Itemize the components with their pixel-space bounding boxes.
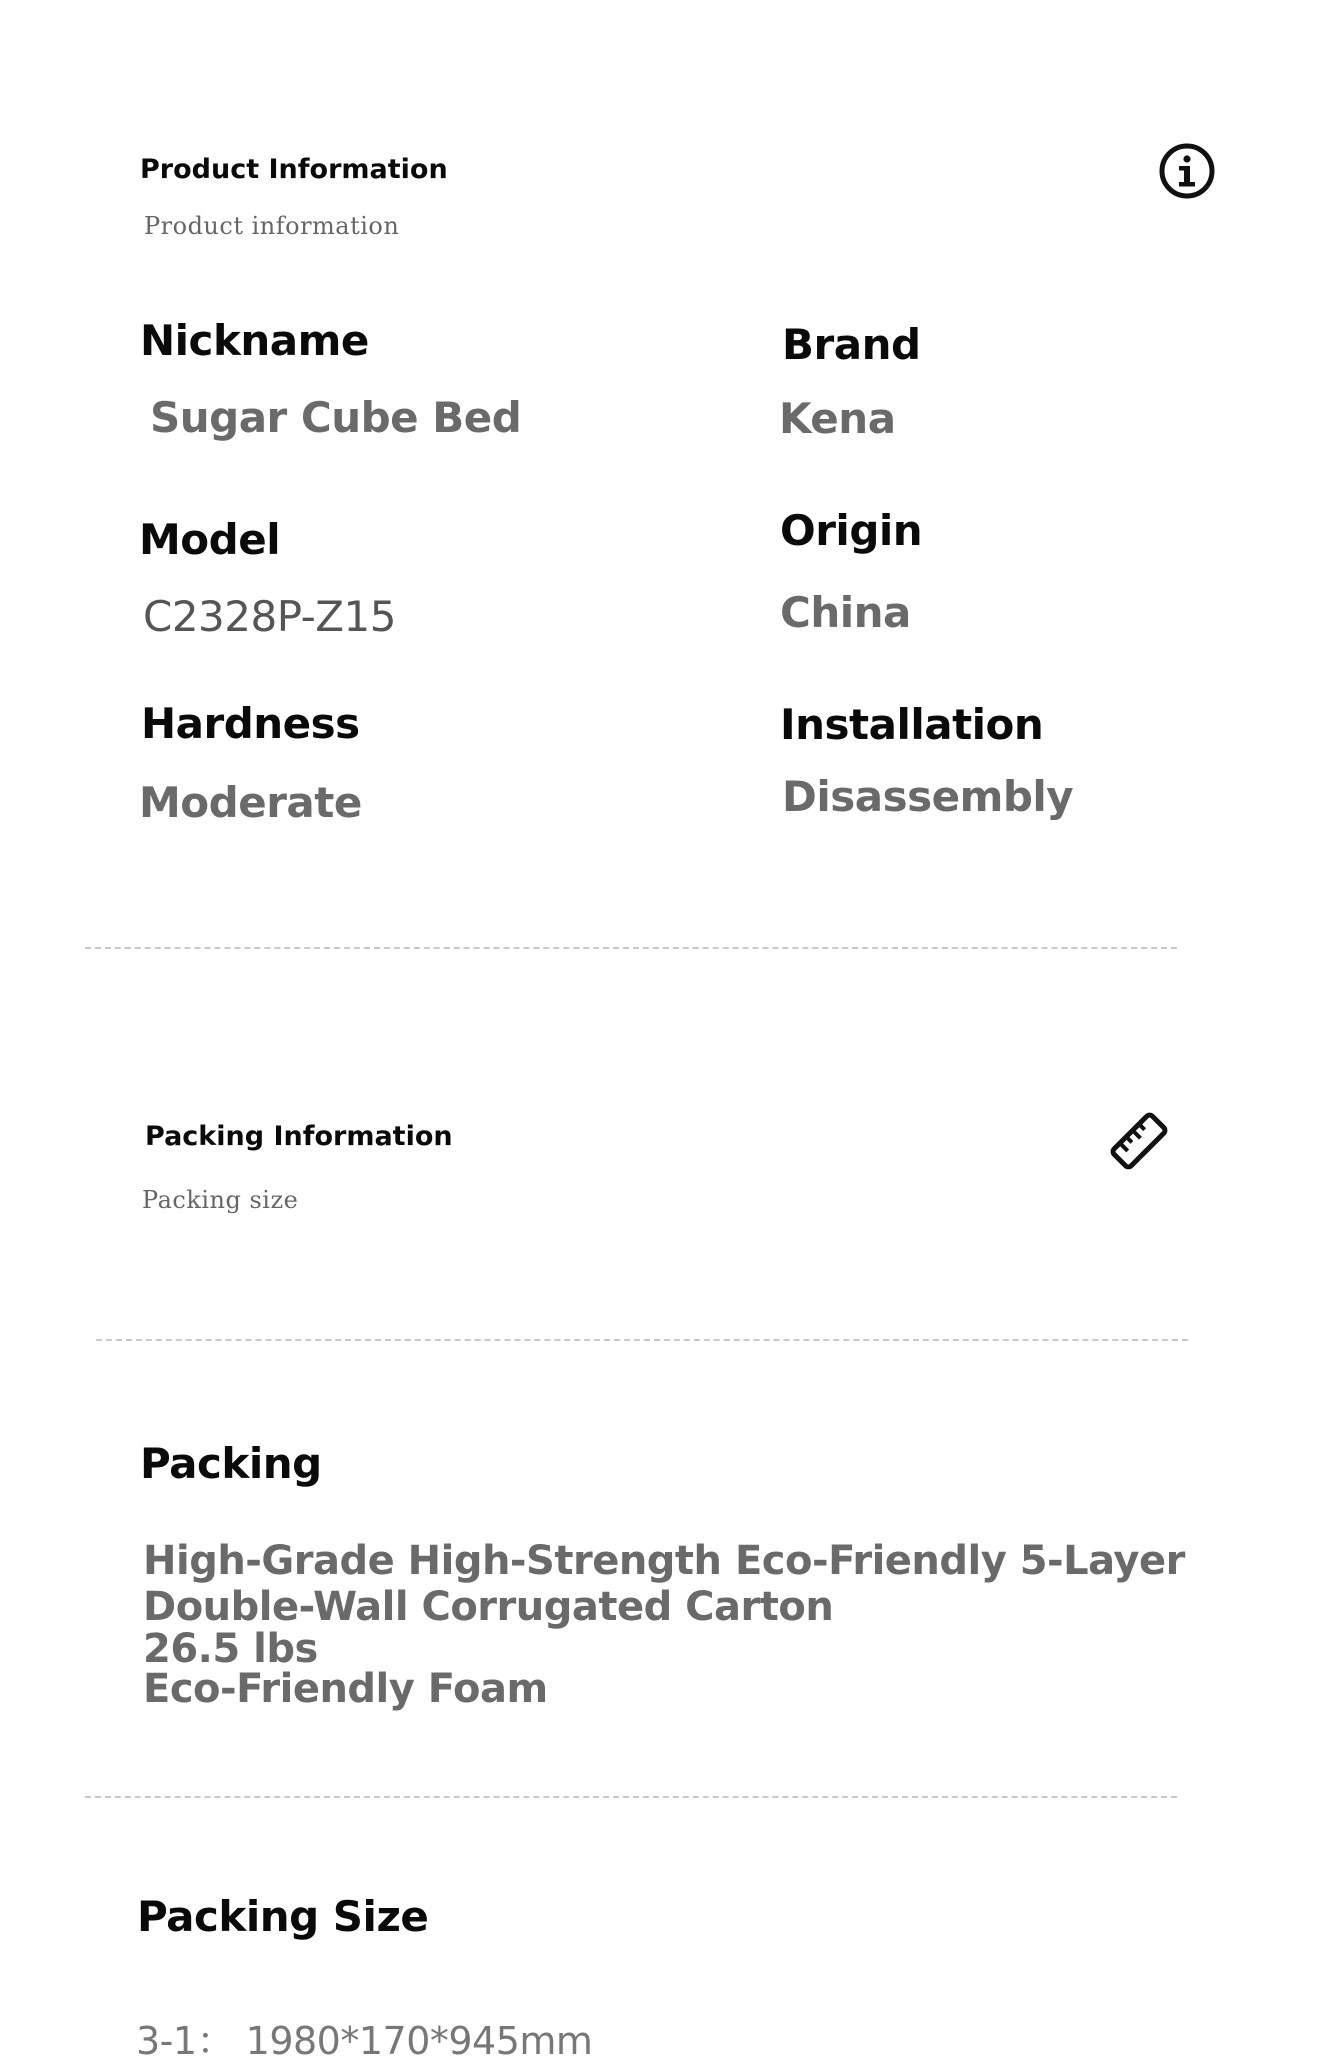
packing-label: Packing (140, 1439, 322, 1488)
installation-value: Disassembly (782, 772, 1074, 821)
hardness-value: Moderate (139, 778, 362, 827)
packing-information-heading: Packing Information (145, 1121, 453, 1152)
origin-label: Origin (780, 506, 923, 555)
nickname-value: Sugar Cube Bed (150, 393, 522, 442)
packing-line: High-Grade High-Strength Eco-Friendly 5-Layer (143, 1538, 1185, 1584)
product-information-heading: Product Information (140, 154, 448, 185)
packing-information-subheading: Packing size (142, 1186, 299, 1214)
origin-value: China (780, 588, 911, 637)
model-label: Model (139, 515, 281, 564)
packing-line: Eco-Friendly Foam (143, 1666, 548, 1712)
ruler-icon (1108, 1110, 1170, 1172)
brand-value: Kena (779, 394, 896, 443)
section-divider (85, 947, 1177, 949)
packing-line: Double-Wall Corrugated Carton (143, 1584, 834, 1630)
installation-label: Installation (780, 700, 1044, 749)
product-information-subheading: Product information (144, 212, 400, 240)
packing-size-label: Packing Size (137, 1892, 429, 1941)
section-divider (96, 1339, 1188, 1341)
brand-label: Brand (782, 320, 921, 369)
packing-size-value: 3-1： 1980*170*945mm (136, 2019, 593, 2063)
packing-details (143, 1538, 1185, 1712)
hardness-label: Hardness (141, 699, 360, 748)
packing-line: 26.5 lbs (143, 1626, 318, 1672)
nickname-label: Nickname (140, 316, 369, 365)
section-divider (85, 1796, 1177, 1798)
model-value: C2328P-Z15 (143, 592, 396, 641)
info-icon (1158, 142, 1216, 200)
